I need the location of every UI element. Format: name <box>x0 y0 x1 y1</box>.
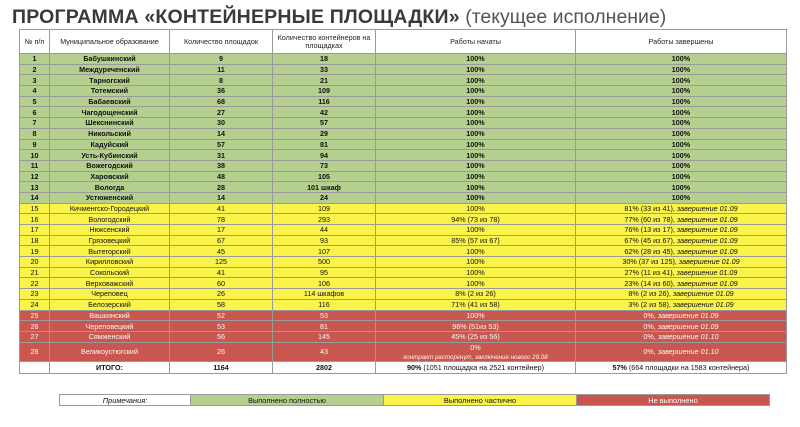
table-row <box>20 225 787 236</box>
row-completed-note: завершение 01.09 <box>676 236 738 246</box>
row-num: 25 <box>20 310 50 321</box>
row-completed <box>576 203 787 214</box>
row-containers: 24 <box>273 192 376 203</box>
row-started: 100% <box>376 182 576 193</box>
row-started: 100% <box>376 64 576 75</box>
row-completed-note: завершение 01.09 <box>678 257 740 267</box>
row-sites: 67 <box>170 235 273 246</box>
legend-none: Не выполнено <box>576 394 770 406</box>
total-started-detail: (1051 площадка на 2521 контейнер) <box>421 363 545 373</box>
total-completed <box>576 362 787 374</box>
row-municipality: Кадуйский <box>50 139 170 150</box>
row-municipality: Нюксенский <box>50 225 170 236</box>
row-started <box>376 342 576 362</box>
row-num: 7 <box>20 118 50 129</box>
table-row <box>20 64 787 75</box>
row-completed-note: завершение 01.09 <box>672 300 734 310</box>
table-row <box>20 139 787 150</box>
row-containers: 81 <box>273 139 376 150</box>
row-completed-value: 0%, <box>643 347 658 357</box>
row-completed-value: 3% (2 из 58), <box>628 300 673 310</box>
row-completed <box>576 321 787 332</box>
row-started: 71% (41 из 58) <box>376 299 576 310</box>
header-containers: Количество контейнеров на площадках <box>273 30 376 54</box>
row-started: 100% <box>376 171 576 182</box>
row-completed: 100% <box>576 128 787 139</box>
table-row <box>20 289 787 300</box>
row-started: 100% <box>376 128 576 139</box>
row-completed-value: 27% (11 из 41), <box>624 268 677 278</box>
row-num: 8 <box>20 128 50 139</box>
row-completed-value: 67% (45 из 67), <box>624 236 677 246</box>
row-num: 10 <box>20 150 50 161</box>
row-municipality: Тарногский <box>50 75 170 86</box>
row-started: 100% <box>376 75 576 86</box>
row-num: 26 <box>20 321 50 332</box>
row-started: 96% (51из 53) <box>376 321 576 332</box>
row-completed-note: завершение 01.09 <box>676 278 738 288</box>
row-sites: 8 <box>170 75 273 86</box>
row-num: 28 <box>20 342 50 362</box>
table-row <box>20 128 787 139</box>
row-completed: 100% <box>576 64 787 75</box>
table-row <box>20 342 787 362</box>
row-municipality: Бабаевский <box>50 96 170 107</box>
row-completed-value: 30% (37 из 125), <box>622 257 679 267</box>
row-sites: 9 <box>170 54 273 65</box>
row-sites: 38 <box>170 160 273 171</box>
row-sites: 58 <box>170 299 273 310</box>
row-containers: 500 <box>273 257 376 268</box>
table-row <box>20 118 787 129</box>
row-municipality: Харовский <box>50 171 170 182</box>
row-municipality: Череповец <box>50 289 170 300</box>
row-completed: 100% <box>576 150 787 161</box>
row-started: 100% <box>376 150 576 161</box>
row-started: 100% <box>376 160 576 171</box>
row-completed: 100% <box>576 160 787 171</box>
row-num: 13 <box>20 182 50 193</box>
row-sites: 26 <box>170 342 273 362</box>
row-completed: 100% <box>576 171 787 182</box>
row-started: 100% <box>376 107 576 118</box>
row-completed-note: завершение 01.09 <box>676 203 738 213</box>
table-row <box>20 246 787 257</box>
total-completed-detail: (664 площадки на 1583 контейнера) <box>626 363 750 373</box>
row-containers: 21 <box>273 75 376 86</box>
row-containers: 293 <box>273 214 376 225</box>
row-started: 100% <box>376 86 576 97</box>
row-started: 100% <box>376 310 576 321</box>
row-num: 16 <box>20 214 50 225</box>
row-municipality: Вологда <box>50 182 170 193</box>
row-num: 20 <box>20 257 50 268</box>
row-num: 24 <box>20 299 50 310</box>
row-started: 100% <box>376 257 576 268</box>
table-row <box>20 278 787 289</box>
table-row <box>20 321 787 332</box>
row-completed-note: завершение 01.09 <box>672 289 734 299</box>
header-municipality: Муниципальное образование <box>50 30 170 54</box>
row-num: 22 <box>20 278 50 289</box>
row-sites: 26 <box>170 289 273 300</box>
row-containers: 33 <box>273 64 376 75</box>
row-sites: 14 <box>170 128 273 139</box>
table-header-row <box>20 30 787 54</box>
row-completed-note: завершение 01.09 <box>676 268 738 278</box>
table-row <box>20 257 787 268</box>
row-sites: 68 <box>170 96 273 107</box>
row-completed: 100% <box>576 107 787 118</box>
row-started: 8% (2 из 26) <box>376 289 576 300</box>
row-sites: 41 <box>170 203 273 214</box>
program-table <box>19 29 787 374</box>
row-num: 15 <box>20 203 50 214</box>
row-containers: 114 шкафов <box>273 289 376 300</box>
row-num: 23 <box>20 289 50 300</box>
table-row <box>20 160 787 171</box>
row-completed: 100% <box>576 118 787 129</box>
row-completed: 100% <box>576 75 787 86</box>
row-sites: 45 <box>170 246 273 257</box>
row-sites: 11 <box>170 64 273 75</box>
row-municipality: Грязовецкий <box>50 235 170 246</box>
row-completed: 100% <box>576 96 787 107</box>
row-started: 85% (57 из 67) <box>376 235 576 246</box>
header-sites: Количество площадок <box>170 30 273 54</box>
total-label: ИТОГО: <box>50 362 170 374</box>
row-completed-value: 0%, <box>643 321 658 331</box>
row-completed: 100% <box>576 192 787 203</box>
row-completed-value: 8% (2 из 26), <box>628 289 673 299</box>
table-row <box>20 182 787 193</box>
row-started: 94% (73 из 78) <box>376 214 576 225</box>
header-started: Работы начаты <box>376 30 576 54</box>
row-municipality: Кирилловский <box>50 257 170 268</box>
row-municipality: Сокольский <box>50 267 170 278</box>
row-containers: 95 <box>273 267 376 278</box>
row-sites: 14 <box>170 192 273 203</box>
row-sites: 78 <box>170 214 273 225</box>
table-row <box>20 235 787 246</box>
row-started: 100% <box>376 54 576 65</box>
table-row <box>20 171 787 182</box>
title-sub: (текущее исполнение) <box>459 6 667 28</box>
row-containers: 106 <box>273 278 376 289</box>
row-completed: 100% <box>576 182 787 193</box>
row-started: 100% <box>376 96 576 107</box>
row-started: 45% (25 из 56) <box>376 331 576 342</box>
row-num: 1 <box>20 54 50 65</box>
row-started-value: 0% <box>470 342 481 352</box>
row-containers: 57 <box>273 118 376 129</box>
table-row <box>20 299 787 310</box>
row-completed-note: завершение 01.09 <box>657 310 719 320</box>
row-containers: 109 <box>273 203 376 214</box>
row-num: 9 <box>20 139 50 150</box>
row-municipality: Вологодский <box>50 214 170 225</box>
row-started: 100% <box>376 267 576 278</box>
total-containers: 2802 <box>273 362 376 374</box>
row-completed <box>576 235 787 246</box>
row-municipality: Никольский <box>50 128 170 139</box>
row-sites: 125 <box>170 257 273 268</box>
row-sites: 56 <box>170 331 273 342</box>
legend-partial: Выполнено частично <box>383 394 577 406</box>
row-containers: 18 <box>273 54 376 65</box>
row-num: 17 <box>20 225 50 236</box>
table-row <box>20 150 787 161</box>
legend-full: Выполнено полностью <box>190 394 384 406</box>
row-containers: 93 <box>273 235 376 246</box>
row-completed-value: 62% (28 из 45), <box>624 246 677 256</box>
row-completed: 100% <box>576 139 787 150</box>
row-completed-note: завершение 01.10 <box>657 347 719 357</box>
row-containers: 116 <box>273 96 376 107</box>
row-municipality: Усть-Кубинский <box>50 150 170 161</box>
row-num: 12 <box>20 171 50 182</box>
row-containers: 43 <box>273 342 376 362</box>
total-sites: 1164 <box>170 362 273 374</box>
row-num: 2 <box>20 64 50 75</box>
row-num: 5 <box>20 96 50 107</box>
row-num: 4 <box>20 86 50 97</box>
row-containers: 53 <box>273 310 376 321</box>
row-containers: 29 <box>273 128 376 139</box>
row-municipality: Белозерский <box>50 299 170 310</box>
table-row <box>20 86 787 97</box>
row-completed <box>576 214 787 225</box>
row-num: 14 <box>20 192 50 203</box>
row-sites: 36 <box>170 86 273 97</box>
row-completed <box>576 289 787 300</box>
row-completed-value: 23% (14 из 60), <box>624 278 677 288</box>
row-completed <box>576 342 787 362</box>
row-num: 21 <box>20 267 50 278</box>
row-sites: 31 <box>170 150 273 161</box>
row-municipality: Бабушкинский <box>50 54 170 65</box>
row-completed <box>576 299 787 310</box>
row-sites: 48 <box>170 171 273 182</box>
row-containers: 94 <box>273 150 376 161</box>
row-completed-value: 76% (13 из 17), <box>624 225 677 235</box>
table-row <box>20 96 787 107</box>
row-completed: 100% <box>576 54 787 65</box>
row-municipality: Кичменгско-Городецкий <box>50 203 170 214</box>
row-sites: 41 <box>170 267 273 278</box>
row-completed-note: завершение 01.09 <box>676 225 738 235</box>
row-completed <box>576 278 787 289</box>
title-main: ПРОГРАММА «КОНТЕЙНЕРНЫЕ ПЛОЩАДКИ» <box>12 6 460 28</box>
row-num: 27 <box>20 331 50 342</box>
row-sites: 60 <box>170 278 273 289</box>
row-started: 100% <box>376 203 576 214</box>
row-containers: 107 <box>273 246 376 257</box>
row-completed <box>576 331 787 342</box>
row-municipality: Великоустюгский <box>50 342 170 362</box>
row-completed-value: 77% (60 из 78), <box>624 214 677 224</box>
row-containers: 116 <box>273 299 376 310</box>
total-completed-pct: 57% <box>612 363 627 373</box>
row-started-note: контракт расторгнут, заключение нового 29.08 <box>403 353 548 361</box>
row-num: 6 <box>20 107 50 118</box>
row-containers: 81 <box>273 321 376 332</box>
row-completed-note: завершение 01.10 <box>657 332 719 342</box>
row-num: 18 <box>20 235 50 246</box>
table-row <box>20 203 787 214</box>
row-sites: 27 <box>170 107 273 118</box>
row-containers: 44 <box>273 225 376 236</box>
row-num: 3 <box>20 75 50 86</box>
row-num: 19 <box>20 246 50 257</box>
row-completed <box>576 257 787 268</box>
total-started <box>376 362 576 374</box>
table-row <box>20 214 787 225</box>
row-completed: 100% <box>576 86 787 97</box>
row-completed-value: 0%, <box>643 310 658 320</box>
row-municipality: Междуреченский <box>50 64 170 75</box>
row-containers: 145 <box>273 331 376 342</box>
row-municipality: Верховажский <box>50 278 170 289</box>
row-completed-note: завершение 01.09 <box>657 321 719 331</box>
row-started: 100% <box>376 192 576 203</box>
row-sites: 52 <box>170 310 273 321</box>
row-started: 100% <box>376 139 576 150</box>
row-containers: 73 <box>273 160 376 171</box>
row-completed-note: завершение 01.09 <box>676 246 738 256</box>
row-sites: 28 <box>170 182 273 193</box>
row-completed-value: 81% (33 из 41), <box>624 203 677 213</box>
page-title <box>12 4 666 30</box>
row-num: 11 <box>20 160 50 171</box>
table-row <box>20 267 787 278</box>
row-sites: 30 <box>170 118 273 129</box>
legend <box>60 394 770 406</box>
row-municipality: Череповецкий <box>50 321 170 332</box>
legend-label: Примечания: <box>59 394 191 406</box>
table-row <box>20 310 787 321</box>
row-sites: 57 <box>170 139 273 150</box>
row-municipality: Чагодощенский <box>50 107 170 118</box>
header-num: № п/п <box>20 30 50 54</box>
row-sites: 53 <box>170 321 273 332</box>
row-started: 100% <box>376 278 576 289</box>
header-completed: Работы завершены <box>576 30 787 54</box>
row-municipality: Вытегорский <box>50 246 170 257</box>
row-municipality: Вожегодский <box>50 160 170 171</box>
table-row <box>20 192 787 203</box>
total-started-pct: 90% <box>406 363 422 373</box>
table-row <box>20 75 787 86</box>
row-containers: 109 <box>273 86 376 97</box>
row-completed-note: завершение 01.09 <box>676 214 738 224</box>
row-containers: 101 шкаф <box>273 182 376 193</box>
table-row <box>20 54 787 65</box>
row-containers: 42 <box>273 107 376 118</box>
table-body <box>20 54 787 374</box>
row-containers: 105 <box>273 171 376 182</box>
row-started: 100% <box>376 225 576 236</box>
row-completed-value: 0%, <box>643 332 658 342</box>
row-municipality: Сямженский <box>50 331 170 342</box>
row-municipality: Шекснинский <box>50 118 170 129</box>
table-row <box>20 107 787 118</box>
row-completed <box>576 310 787 321</box>
row-started: 100% <box>376 246 576 257</box>
total-num-cell <box>20 362 50 374</box>
row-municipality: Тотемский <box>50 86 170 97</box>
row-completed <box>576 225 787 236</box>
row-completed <box>576 267 787 278</box>
row-municipality: Вашкинский <box>50 310 170 321</box>
table-row <box>20 331 787 342</box>
row-completed <box>576 246 787 257</box>
row-sites: 17 <box>170 225 273 236</box>
row-started: 100% <box>376 118 576 129</box>
row-municipality: Устюженский <box>50 192 170 203</box>
table-row-total <box>20 362 787 374</box>
